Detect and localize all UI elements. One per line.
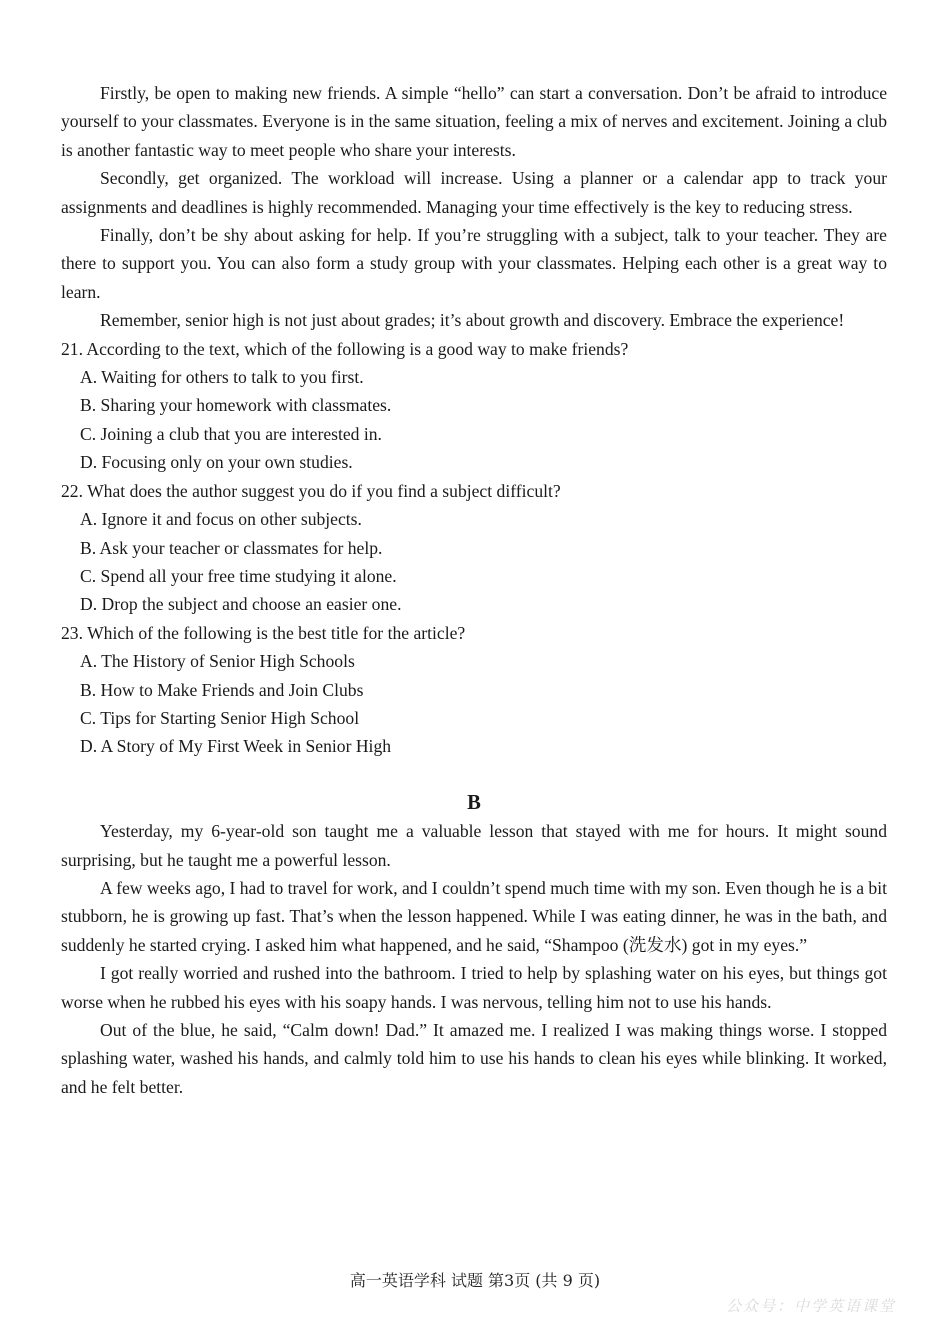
passage-a-paragraph-4: Remember, senior high is not just about grades; it’s about growth and discovery. Embrace the experience! [100,310,845,331]
watermark: 公众号：中学英语课堂 [725,1297,896,1315]
passage-b-paragraph-2: A few weeks ago, I had to travel for work, and I couldn’t spend much time with my son. Even though he is a bit stubborn, he is growing up fast. That’s when the lesson happened. While I was eating dinner, he was in the bath, and suddenly he started crying. I asked him what happened, and he said, “Shampoo (洗发水) got in my eyes.” [61,877,887,955]
passage-b [61,817,887,1101]
passage-b-paragraph-3: I got really worried and rushed into the bathroom. I tried to help by splashing water on his eyes, but things got worse when he rubbed his eyes with his soapy hands. I was nervous, telling him not to use his hands. [61,963,887,1012]
passage-b-paragraph-4: Out of the blue, he said, “Calm down! Dad.” It amazed me. I realized I was making things worse. I stopped splashing water, washed his hands, and calmly told him to use his hands to clean his eyes while blinking. It worked, and he felt better. [61,1020,887,1097]
question-stem: 21. According to the text, which of the following is a good way to make friends? [61,338,629,359]
question-21 [61,335,887,477]
option-d: D. Drop the subject and choose an easier one. [80,594,402,615]
passage-b-paragraph-1: Yesterday, my 6-year-old son taught me a valuable lesson that stayed with me for hours. It might sound surprising, but he taught me a powerful lesson. [61,821,887,870]
passage-a-paragraph-1: Firstly, be open to making new friends. A simple “hello” can start a conversation. Don’t be afraid to introduce yourself to your classmates. Everyone is in the same situation, feeling a mix of nerves and excitement. Joining a club is another fantastic way to meet people who share your interests. [61,83,887,160]
option-b: B. Ask your teacher or classmates for help. [80,537,383,558]
option-c: C. Tips for Starting Senior High School [80,707,360,728]
exam-page-body [61,79,887,1101]
option-d: D. A Story of My First Week in Senior High [80,736,392,757]
question-23 [61,619,887,761]
option-b: B. How to Make Friends and Join Clubs [80,679,364,700]
option-b: B. Sharing your homework with classmates. [80,395,392,416]
option-a: A. The History of Senior High Schools [80,651,355,672]
page-footer: 高一英语学科 试题 第3页 (共 9 页) [349,1271,601,1290]
passage-a-paragraph-3: Finally, don’t be shy about asking for help. If you’re struggling with a subject, talk to your teacher. They are there to support you. You can also form a study group with your classmates. Helping each other is a great way to learn. [61,225,887,302]
option-a: A. Waiting for others to talk to you first. [80,367,364,388]
question-stem: 23. Which of the following is the best title for the article? [61,622,466,643]
option-c: C. Joining a club that you are interested in. [80,423,382,444]
passage-a [61,79,887,335]
question-22 [61,477,887,619]
option-c: C. Spend all your free time studying it alone. [80,565,397,586]
option-a: A. Ignore it and focus on other subjects. [80,509,362,530]
option-d: D. Focusing only on your own studies. [80,452,353,473]
question-stem: 22. What does the author suggest you do if you find a subject difficult? [61,480,561,501]
passage-a-paragraph-2: Secondly, get organized. The workload will increase. Using a planner or a calendar app to track your assignments and deadlines is highly recommended. Managing your time effectively is the key to reducing stress. [61,168,887,217]
section-b-heading: B [467,791,481,814]
